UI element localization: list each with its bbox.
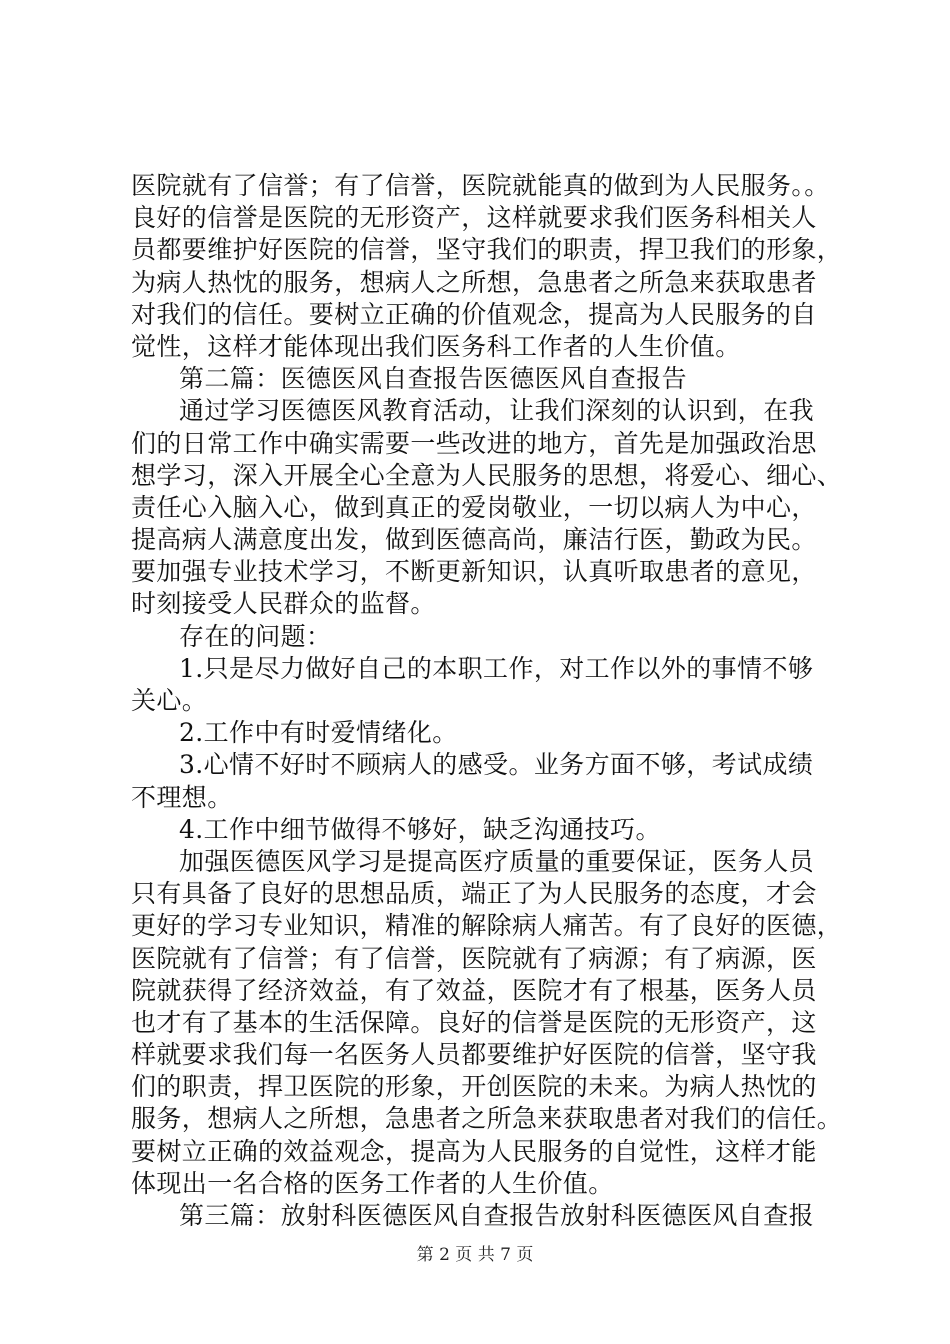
text-line: 为病人热忱的服务，想病人之所想，急患者之所急来获取患者 [131, 267, 817, 297]
text-line: 要加强专业技术学习，不断更新知识，认真听取患者的意见， [131, 557, 817, 587]
text-line: 提高病人满意度出发，做到医德高尚，廉洁行医，勤政为民。 [131, 525, 817, 555]
text-line: 良好的信誉是医院的无形资产，这样就要求我们医务科相关人 [131, 203, 817, 233]
list-item: 1.只是尽力做好自己的本职工作，对工作以外的事情不够 [179, 653, 814, 683]
text-line: 想学习，深入开展全心全意为人民服务的思想，将爱心、细心、 [131, 460, 843, 490]
text-line: 只有具备了良好的思想品质，端正了为人民服务的态度，才会 [131, 879, 817, 909]
list-item: 3.心情不好时不顾病人的感受。业务方面不够，考试成绩 [179, 750, 814, 780]
text-line: 院就获得了经济效益，有了效益，医院才有了根基，医务人员 [131, 975, 817, 1005]
text-line: 觉性，这样才能体现出我们医务科工作者的人生价值。 [131, 331, 741, 361]
list-item-continuation: 不理想。 [131, 782, 233, 812]
text-line: 服务，想病人之所想，急患者之所急来获取患者对我们的信任。 [131, 1104, 843, 1134]
page-footer [0, 1243, 950, 1267]
list-item: 2.工作中有时爱情绪化。 [179, 718, 458, 748]
text-line: 责任心入脑入心，做到真正的爱岗敬业，一切以病人为中心， [131, 492, 817, 522]
text-line: 更好的学习专业知识，精准的解除病人痛苦。有了良好的医德， [131, 911, 843, 941]
text-line: 员都要维护好医院的信誉，坚守我们的职责，捍卫我们的形象， [131, 235, 843, 265]
text-line: 时刻接受人民群众的监督。 [131, 589, 436, 619]
text-line: 通过学习医德医风教育活动，让我们深刻的认识到，在我 [179, 396, 815, 426]
list-item-continuation: 关心。 [131, 686, 208, 715]
text-line: 们的职责，捍卫医院的形象，开创医院的未来。为病人热忱的 [131, 1072, 817, 1102]
text-line: 加强医德医风学习是提高医疗质量的重要保证，医务人员 [179, 846, 815, 876]
text-line: 医院就有了信誉；有了信誉，医院就有了病源；有了病源，医 [131, 943, 817, 973]
text-line: 医院就有了信誉；有了信誉，医院就能真的做到为人民服务。。 [131, 171, 830, 200]
list-item: 4.工作中细节做得不够好，缺乏沟通技巧。 [179, 814, 661, 844]
text-line: 们的日常工作中确实需要一些改进的地方，首先是加强政治思 [131, 428, 817, 458]
section-heading: 第三篇：放射科医德医风自查报告放射科医德医风自查报 [179, 1201, 815, 1230]
text-line: 样就要求我们每一名医务人员都要维护好医院的信誉，坚守我 [131, 1040, 817, 1070]
text-line: 也才有了基本的生活保障。良好的信誉是医院的无形资产，这 [131, 1007, 817, 1037]
text-line: 对我们的信任。要树立正确的价值观念，提高为人民服务的自 [131, 299, 817, 329]
text-line: 要树立正确的效益观念，提高为人民服务的自觉性，这样才能 [131, 1136, 817, 1166]
text-line: 体现出一名合格的医务工作者的人生价值。 [131, 1168, 614, 1198]
section-heading: 第二篇：医德医风自查报告医德医风自查报告 [179, 364, 688, 394]
document-body [131, 170, 843, 1232]
problems-heading: 存在的问题： [179, 621, 332, 651]
page-number: 第 2 页 共 7 页 [416, 1245, 534, 1265]
